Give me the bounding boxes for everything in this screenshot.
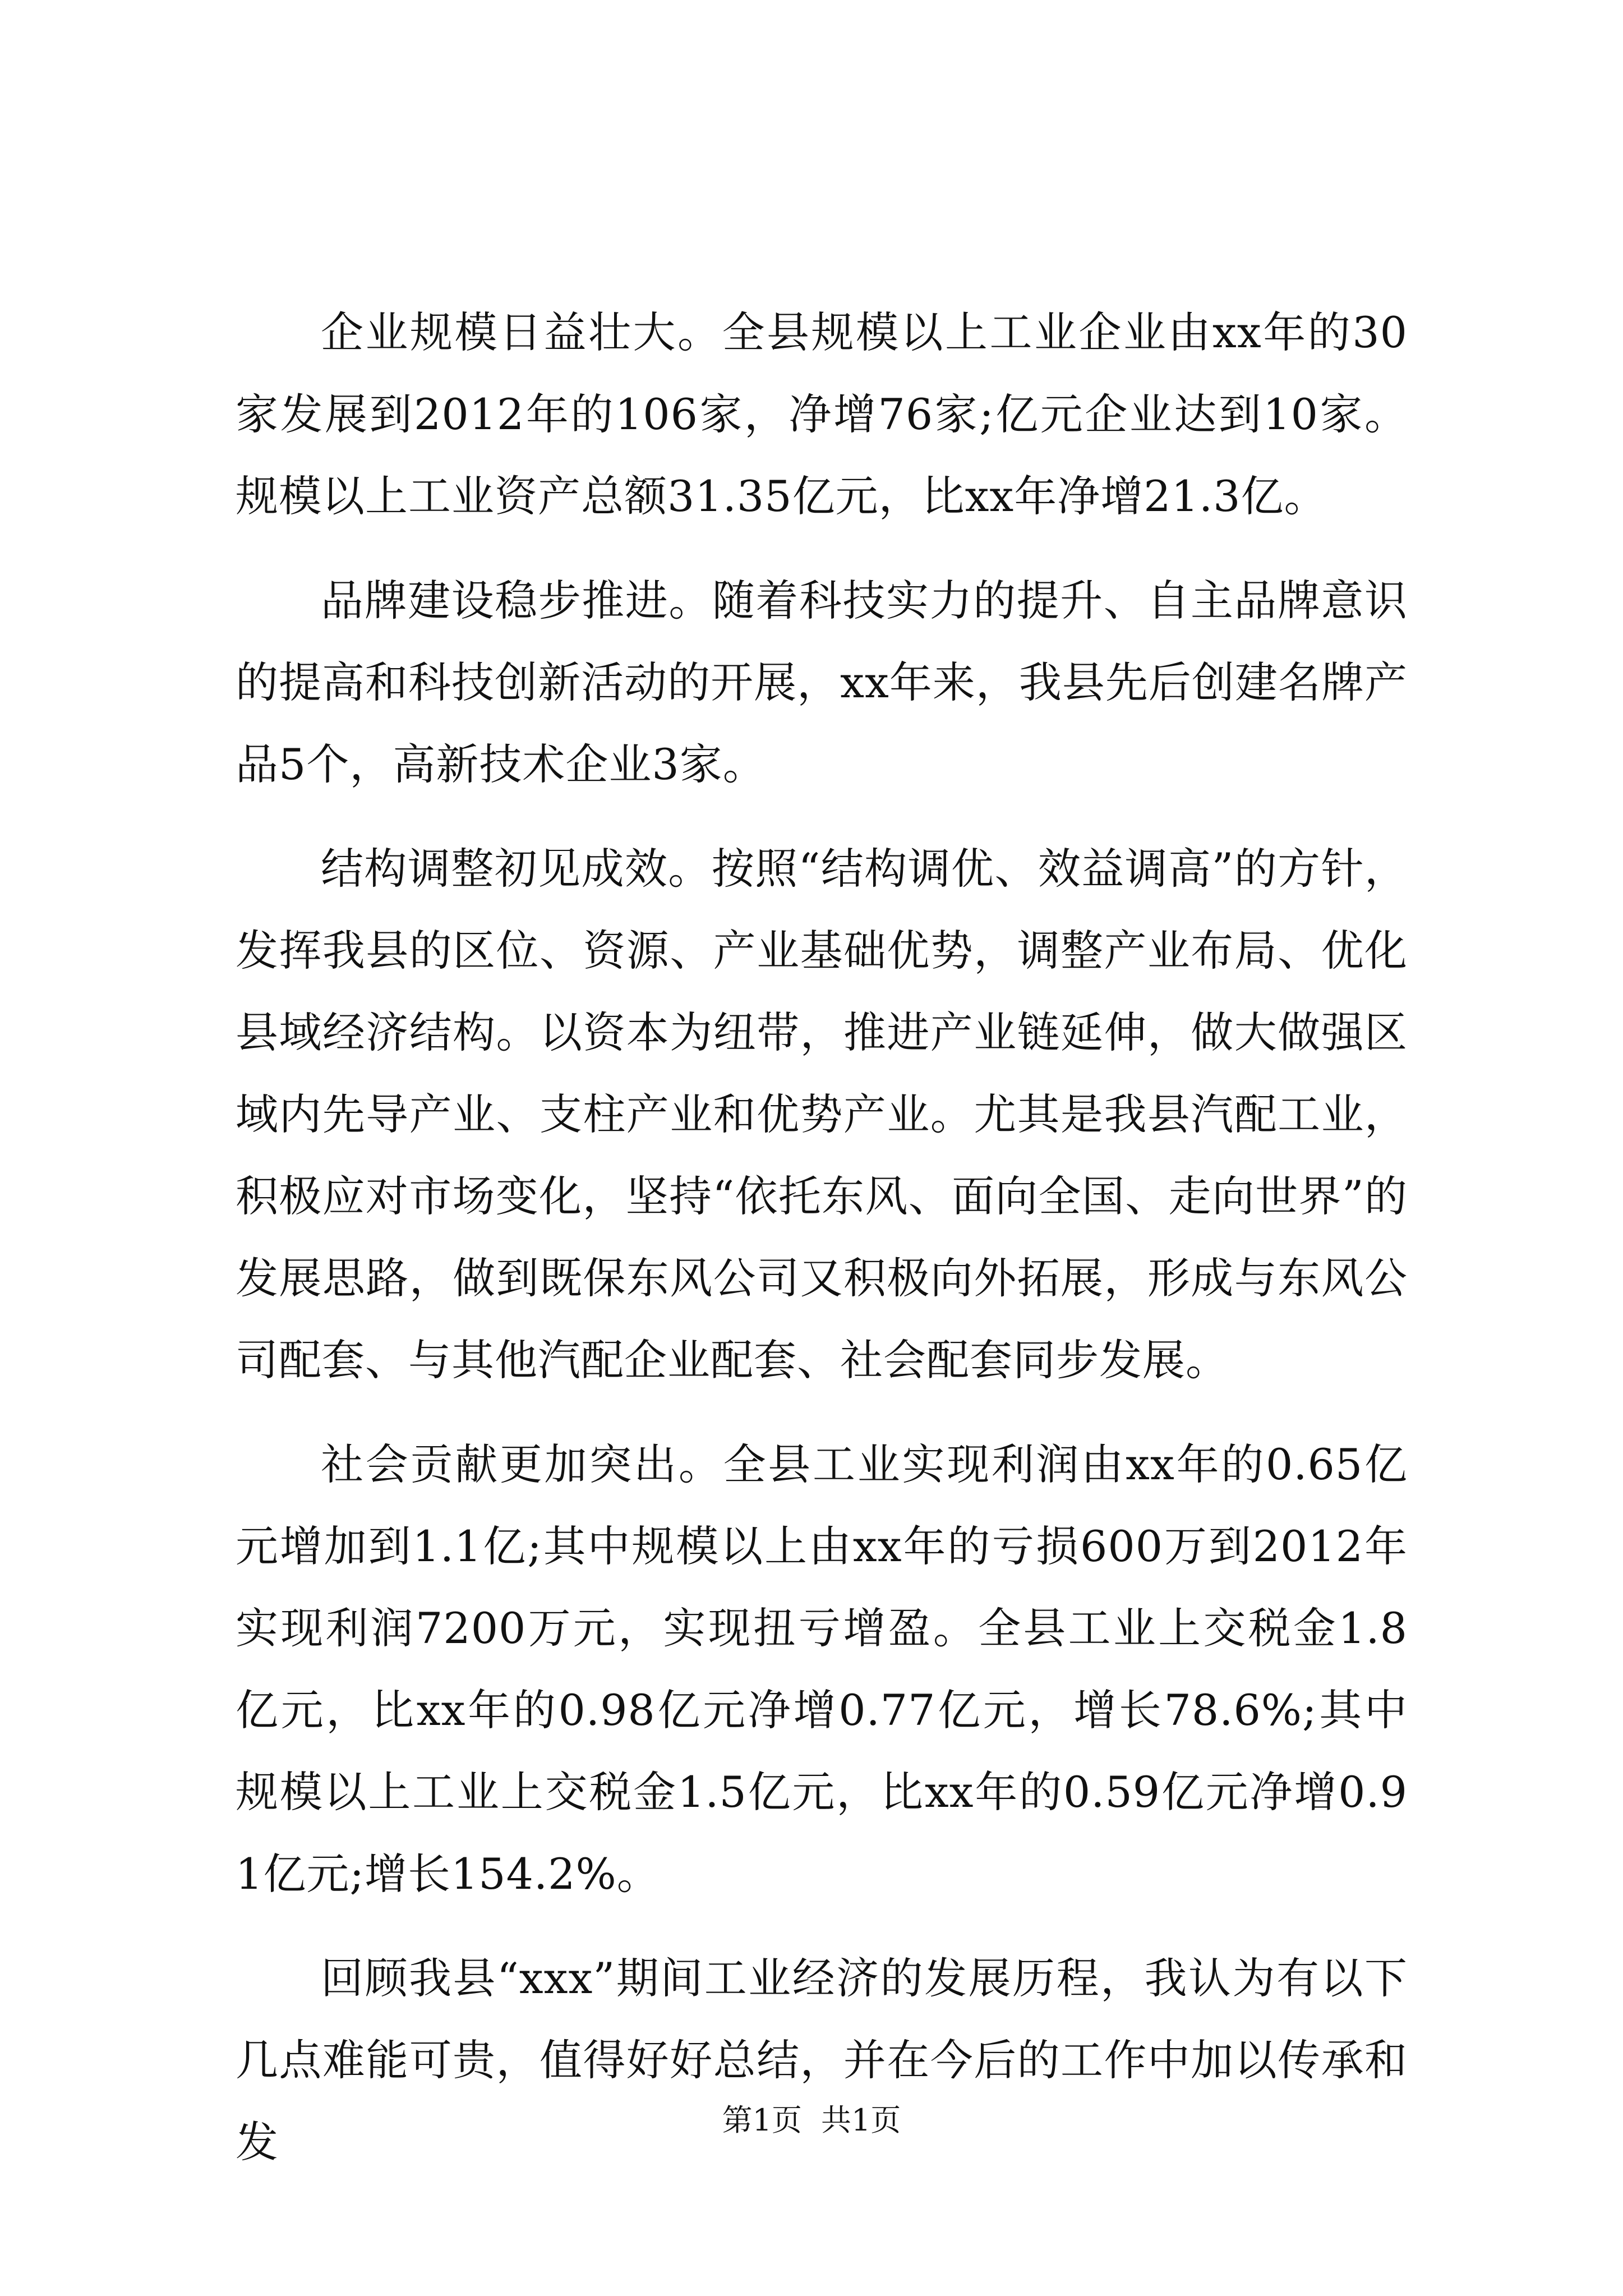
paragraph-enterprise-scale: 企业规模日益壮大。全县规模以上工业企业由xx年的30家发展到2012年的106家，净增76家;亿元企业达到10家。规模以上工业资产总额31.35亿元，比xx年净增21.3亿。 <box>236 307 1408 521</box>
paragraph-structural-adjustment: 结构调整初见成效。按照“结构调优、效益调高”的方针，发挥我县的区位、资源、产业基础优势，调整产业布局、优化县域经济结构。以资本为纽带，推进产业链延伸，做大做强区域内先导产业、支柱产业和优势产业。尤其是我县汽配工业，积极应对市场变化，坚持“依托东风、面向全国、走向世界”的发展思路，做到既保东风公司又积极向外拓展，形成与东风公司配套、与其他汽配企业配套、社会配套同步发展。 <box>236 844 1408 1385</box>
paragraph-review: 回顾我县“xxx”期间工业经济的发展历程，我认为有以下几点难能可贵，值得好好总结，并在今后的工作中加以传承和发 <box>236 1953 1408 2167</box>
page-number-total: 共1页 <box>821 2102 901 2138</box>
page-footer <box>0 2101 1623 2140</box>
document-body <box>236 292 1408 2206</box>
page-number-current: 第1页 <box>722 2102 802 2138</box>
paragraph-brand-building: 品牌建设稳步推进。随着科技实力的提升、自主品牌意识的提高和科技创新活动的开展，xx年来，我县先后创建名牌产品5个，高新技术企业3家。 <box>236 576 1408 789</box>
paragraph-social-contribution: 社会贡献更加突出。全县工业实现利润由xx年的0.65亿元增加到1.1亿;其中规模以上由xx年的亏损600万到2012年实现利润7200万元，实现扭亏增盈。全县工业上交税金1.8亿元，比xx年的0.98亿元净增0.77亿元，增长78.6%;其中规模以上工业上交税金1.5亿元，比xx年的0.59亿元净增0.91亿元;增长154.2%。 <box>236 1439 1408 1899</box>
